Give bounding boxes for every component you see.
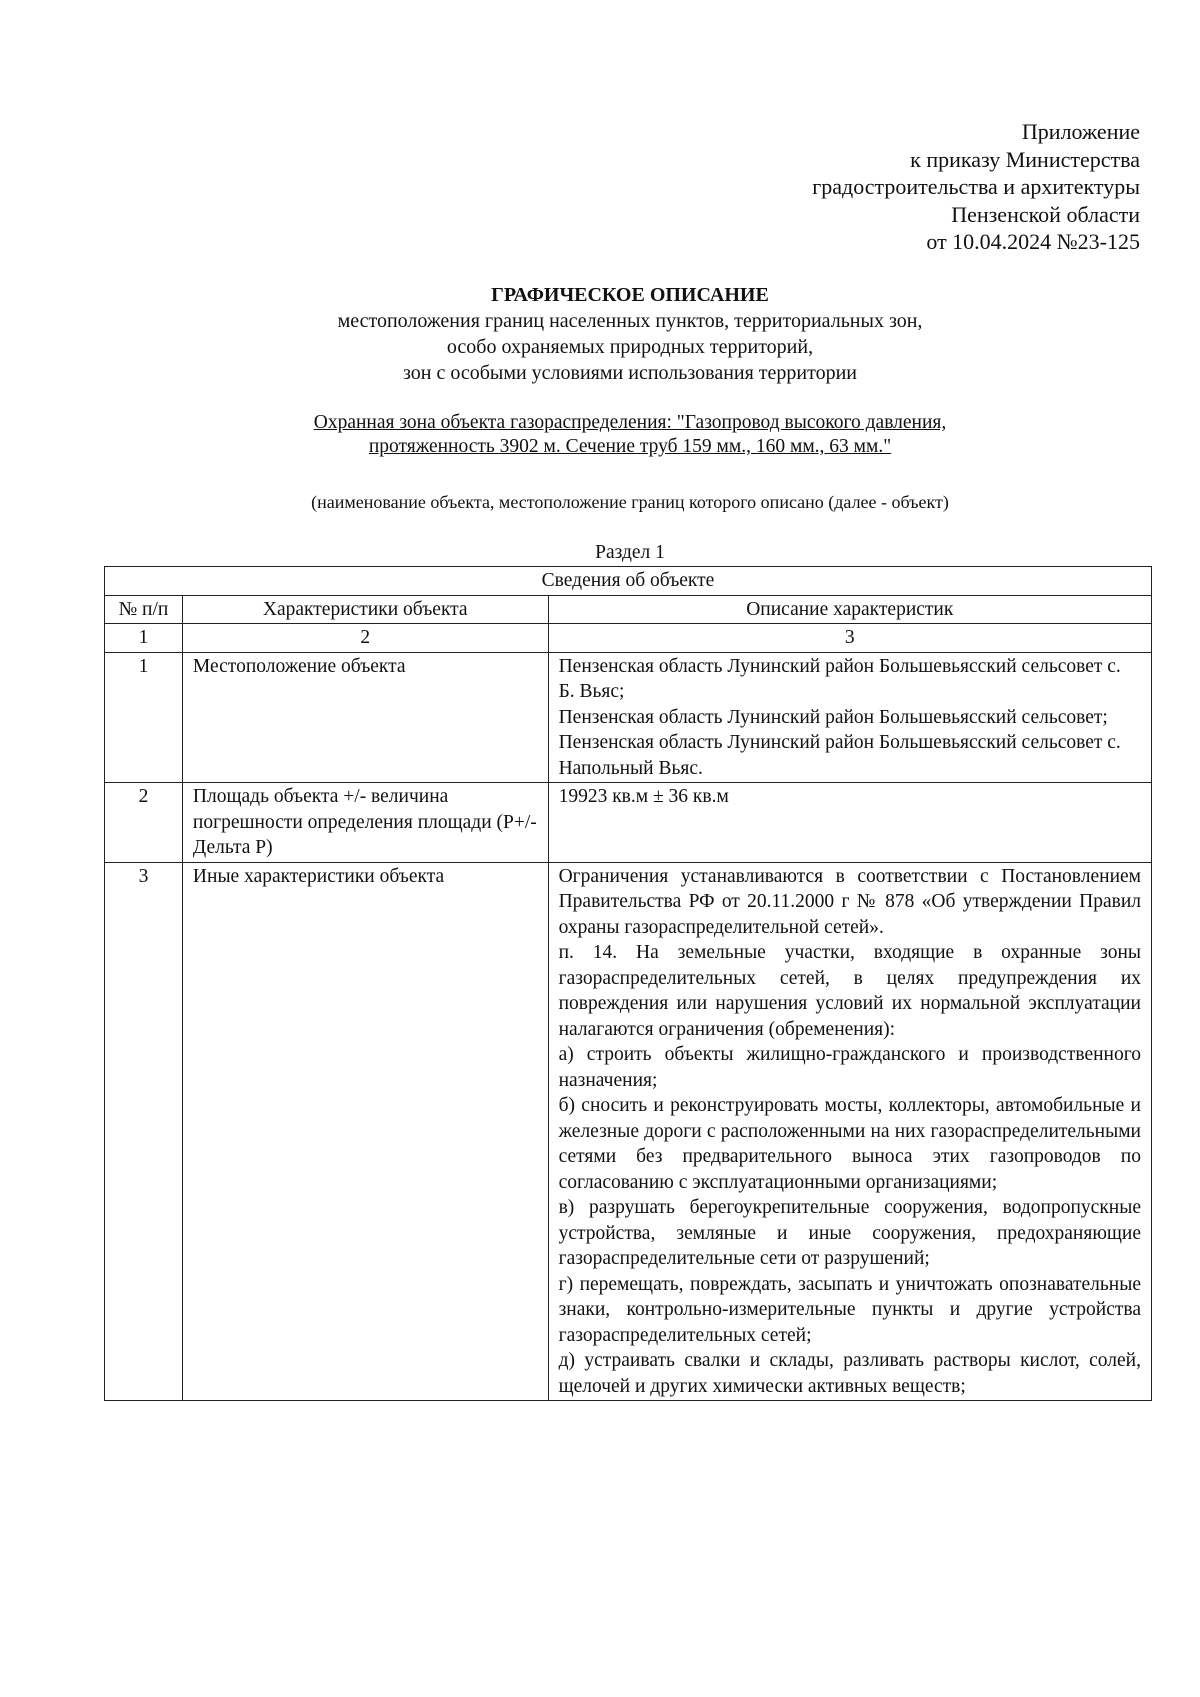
- description-paragraph: Пензенская область Лунинский район Большевьясский сельсовет;: [558, 706, 1108, 728]
- description-paragraph: Ограничения устанавливаются в соответствии с Постановлением Правительства РФ от 20.11.2000 г № 878 «Об утверждении Правил охраны газораспределительной сетей».: [558, 865, 1141, 938]
- appendix-line: градостроительства и архитектуры: [812, 174, 1140, 199]
- document-heading: [100, 282, 1160, 386]
- table-row: [105, 783, 1152, 863]
- appendix-order-date: от 10.04.2024 №23-125: [926, 229, 1140, 254]
- row-number: 2: [105, 783, 183, 863]
- row-characteristic: Площадь объекта +/- величина погрешности определения площади (P+/- Дельта P): [182, 783, 548, 863]
- object-note: (наименование объекта, местоположение границ которого описано (далее - объект): [311, 492, 949, 512]
- column-header: Описание характеристик: [548, 595, 1151, 624]
- row-description: [548, 783, 1151, 863]
- column-number: 3: [548, 624, 1151, 653]
- row-number: 1: [105, 652, 183, 783]
- description-paragraph: 19923 кв.м ± 36 кв.м: [558, 786, 729, 807]
- row-characteristic: Иные характеристики объекта: [182, 862, 548, 1401]
- table-row: [105, 652, 1152, 783]
- table-row: [105, 862, 1152, 1401]
- appendix-block: [812, 118, 1140, 256]
- description-paragraph: г) перемещать, повреждать, засыпать и уничтожать опознавательные знаки, контрольно-измерительные пункты и другие устройства газораспределительных сетей;: [558, 1273, 1141, 1346]
- section-label: Раздел 1: [595, 542, 665, 563]
- row-description: [548, 862, 1151, 1401]
- appendix-line: Пензенской области: [951, 201, 1140, 227]
- description-paragraph: а) строить объекты жилищно-гражданского и производственного назначения;: [558, 1044, 1141, 1091]
- row-characteristic: Местоположение объекта: [182, 652, 548, 783]
- appendix-line: Приложение: [1021, 119, 1140, 144]
- column-number: 2: [182, 624, 548, 653]
- object-info-table: [104, 566, 1152, 1401]
- row-description: [548, 652, 1151, 783]
- document-subtitle: особо охраняемых природных территорий,: [446, 336, 814, 358]
- column-header: № п/п: [105, 595, 183, 624]
- object-name-line: Охранная зона объекта газораспределения: "Газопровод высокого давления,: [313, 412, 947, 433]
- document-subtitle: местоположения границ населенных пунктов, территориальных зон,: [337, 310, 923, 332]
- description-paragraph: д) устраивать свалки и склады, разливать растворы кислот, солей, щелочей и других химически активных веществ;: [558, 1350, 1141, 1397]
- object-name: [100, 411, 1160, 459]
- document-subtitle: зон с особыми условиями использования территории: [402, 362, 858, 384]
- description-paragraph: в) разрушать берегоукрепительные сооружения, водопропускные устройства, земляные и иные сооружения, предохраняющие газораспределительные сети от разрушений;: [558, 1197, 1141, 1269]
- table-caption: Сведения об объекте: [105, 567, 1152, 596]
- description-paragraph: Пензенская область Лунинский район Большевьясский сельсовет с. Б. Вьяс;: [558, 655, 1121, 702]
- column-header: Характеристики объекта: [182, 595, 548, 624]
- object-name-line: протяженность 3902 м. Сечение труб 159 мм., 160 мм., 63 мм.": [368, 436, 892, 457]
- column-number: 1: [105, 624, 183, 653]
- document-title: ГРАФИЧЕСКОЕ ОПИСАНИЕ: [491, 284, 769, 306]
- description-paragraph: б) сносить и реконструировать мосты, коллекторы, автомобильные и железные дороги с расположенными на них газораспределительными сетями без предварительного выноса этих газопроводов по согласованию с эксплуатационными организациями;: [558, 1095, 1141, 1193]
- appendix-line: к приказу Министерства: [910, 146, 1140, 172]
- row-number: 3: [105, 862, 183, 1401]
- description-paragraph: п. 14. На земельные участки, входящие в охранные зоны газораспределительных сетей, в целях предупреждения их повреждения или нарушения условий их нормальной эксплуатации налагаются ограничения (обременения):: [558, 942, 1141, 1040]
- description-paragraph: Пензенская область Лунинский район Большевьясский сельсовет с. Напольный Вьяс.: [558, 732, 1121, 779]
